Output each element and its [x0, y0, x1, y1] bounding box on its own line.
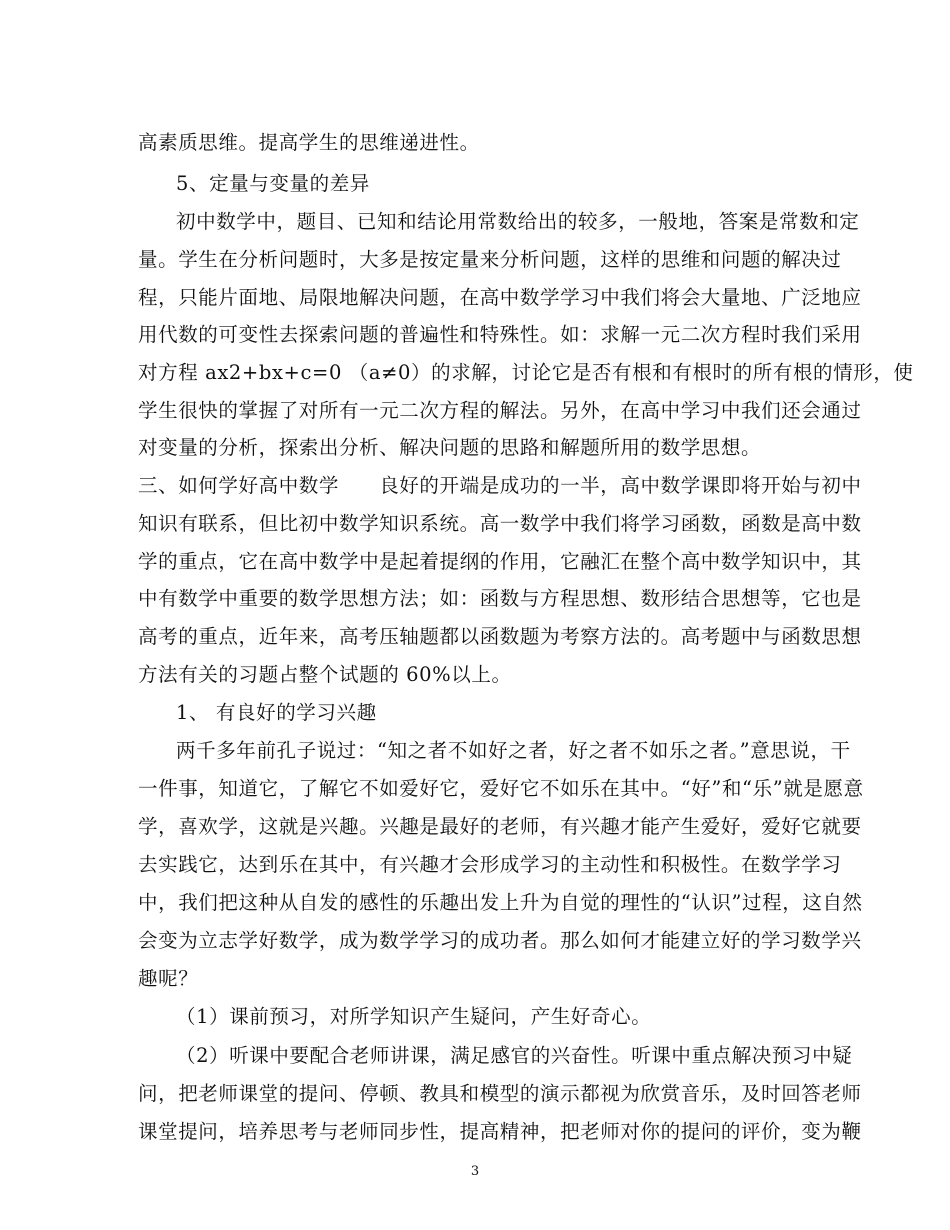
text-line: 量。学生在分析问题时，大多是按定量来分析问题，这样的思维和问题的解决过 — [138, 248, 842, 271]
text-line: 一件事，知道它，了解它不如爱好它，爱好它不如乐在其中。“好”和“乐”就是愿意 — [138, 777, 864, 800]
section-heading: 三、如何学好高中数学 良好的开端是成功的一半，高中数学课即将开始与初中 — [138, 474, 862, 497]
text-line: 中有数学中重要的数学思想方法；如：函数与方程思想、数形结合思想等，它也是 — [138, 587, 862, 610]
section-heading: 5、定量与变量的差异 — [176, 172, 370, 195]
text-line: 知识有联系，但比初中数学知识系统。高一数学中我们将学习函数，函数是高中数 — [138, 512, 862, 535]
list-item: （1）课前预习，对所学知识产生疑问，产生好奇心。 — [176, 1005, 652, 1028]
text-line: 用代数的可变性去探索问题的普遍性和特殊性。如：求解一元二次方程时我们采用 — [138, 323, 862, 346]
text-line: 学，喜欢学，这就是兴趣。兴趣是最好的老师，有兴趣才能产生爱好，爱好它就要 — [138, 815, 862, 838]
text-line: 问，把老师课堂的提问、停顿、教具和模型的演示都视为欣赏音乐，及时回答老师 — [138, 1082, 862, 1105]
text-line: 学生很快的掌握了对所有一元二次方程的解法。另外，在高中学习中我们还会通过 — [138, 399, 862, 422]
text-line: 去实践它，达到乐在其中，有兴趣才会形成学习的主动性和积极性。在数学学习 — [138, 853, 842, 876]
text-line: 趣呢？ — [138, 967, 199, 990]
text-line: 初中数学中，题目、已知和结论用常数给出的较多，一般地，答案是常数和定 — [176, 210, 860, 233]
list-item: （2）听课中要配合老师讲课，满足感官的兴奋性。听课中重点解决预习中疑 — [176, 1044, 853, 1067]
text-line: 中，我们把这种从自发的感性的乐趣出发上升为自觉的理性的“认识”过程，这自然 — [138, 891, 863, 914]
text-line: 学的重点，它在高中数学中是起着提纲的作用，它融汇在整个高中数学知识中，其 — [138, 550, 862, 573]
text-line: 程，只能片面地、局限地解决问题，在高中数学学习中我们将会大量地、广泛地应 — [138, 286, 862, 309]
page-number: 3 — [470, 1164, 480, 1179]
section-heading: 1、 有良好的学习兴趣 — [176, 701, 377, 724]
text-line: 对变量的分析，探索出分析、解决问题的思路和解题所用的数学思想。 — [138, 436, 762, 459]
text-line: 课堂提问，培养思考与老师同步性，提高精神，把老师对你的提问的评价，变为鞭 — [138, 1120, 862, 1143]
text-line: 会变为立志学好数学，成为数学学习的成功者。那么如何才能建立好的学习数学兴 — [138, 929, 862, 952]
text-line: 对方程 ax2+bx+c=0 （a≠0）的求解，讨论它是否有根和有根时的所有根的情形，使 — [138, 361, 914, 384]
text-line: 高素质思维。提高学生的思维递进性。 — [138, 131, 480, 154]
text-line: 两千多年前孔子说过：“知之者不如好之者，好之者不如乐之者。”意思说，干 — [176, 739, 851, 762]
text-line: 方法有关的习题占整个试题的 60%以上。 — [138, 663, 512, 686]
text-line: 高考的重点，近年来，高考压轴题都以函数题为考察方法的。高考题中与函数思想 — [138, 625, 862, 648]
